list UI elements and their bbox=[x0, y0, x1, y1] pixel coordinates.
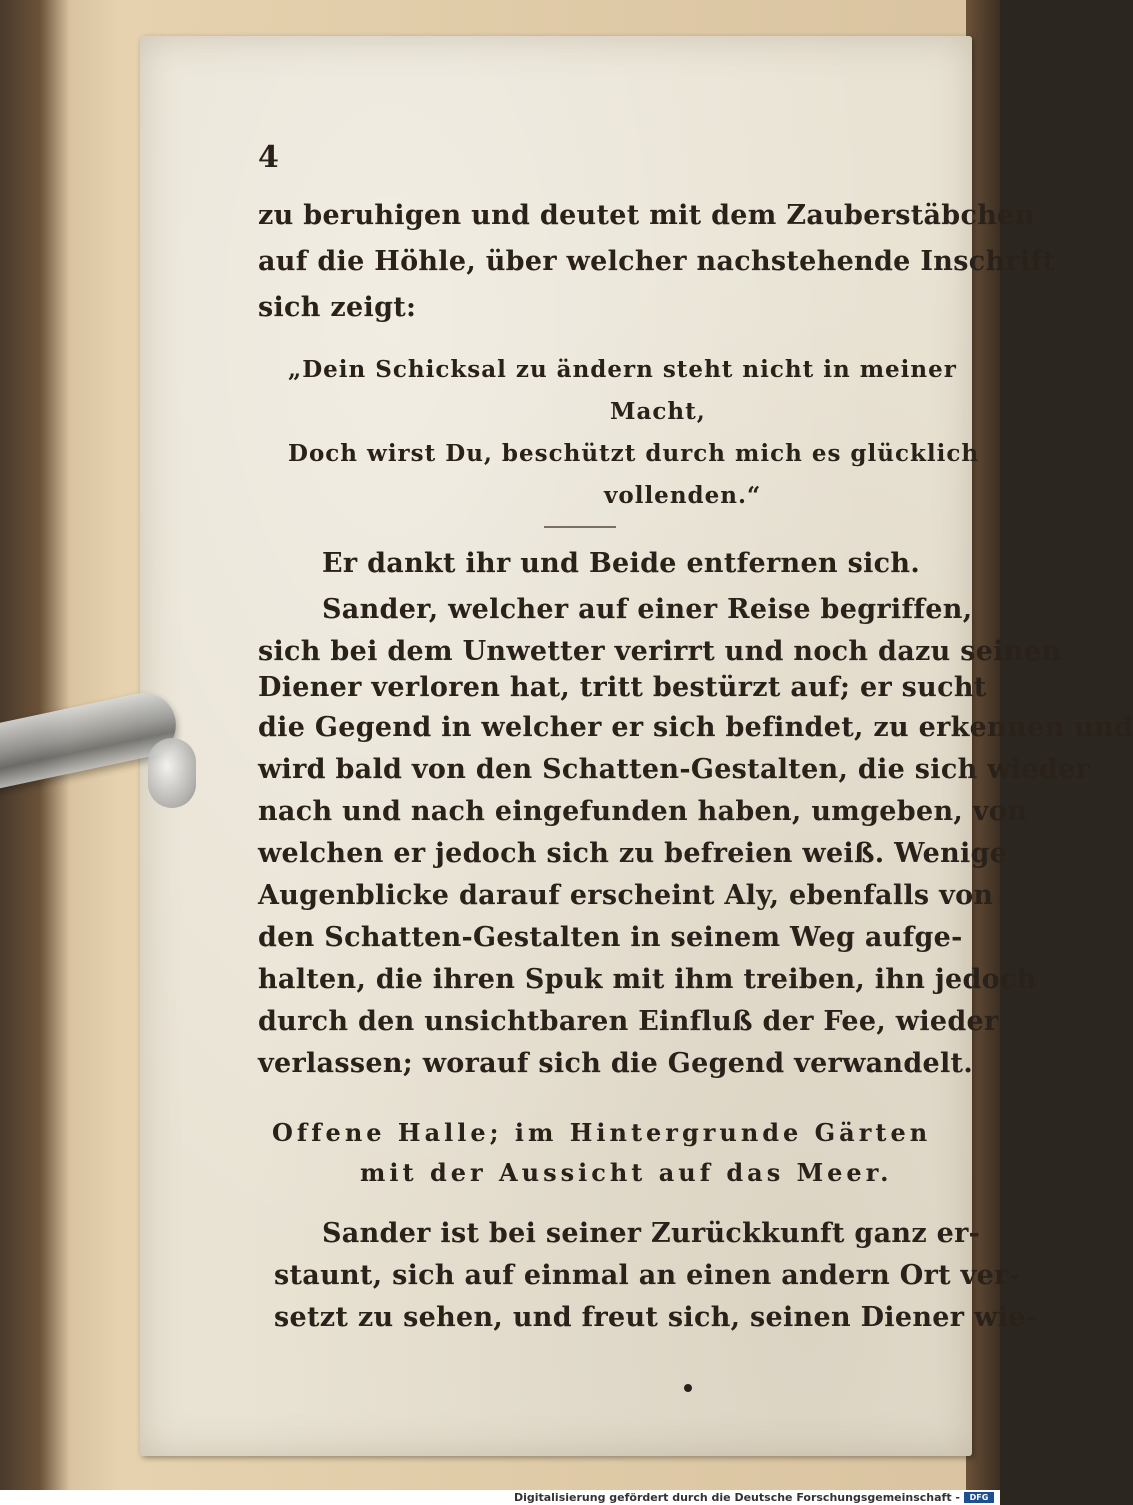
text-line: zu beruhigen und deutet mit dem Zauberstäbchen bbox=[258, 200, 1035, 231]
section-divider bbox=[544, 526, 616, 528]
body-line: verlassen; worauf sich die Gegend verwandelt. bbox=[258, 1048, 974, 1079]
ink-blot bbox=[684, 1384, 692, 1392]
body-line: sich bei dem Unwetter verirrt und noch dazu seinen bbox=[258, 636, 1062, 667]
verse-line: „Dein Schicksal zu ändern steht nicht in meiner bbox=[288, 356, 957, 383]
body-line: Sander, welcher auf einer Reise begriffen, bbox=[322, 594, 973, 625]
verse-line: Macht, bbox=[610, 398, 706, 425]
body-line: durch den unsichtbaren Einfluß der Fee, wieder bbox=[258, 1006, 999, 1037]
page-clip-tip bbox=[148, 738, 196, 808]
text-line: auf die Höhle, über welcher nachstehende Inschrift bbox=[258, 246, 1056, 277]
page-number: 4 bbox=[258, 140, 279, 175]
scene-heading: Offene Halle; im Hintergrunde Gärten bbox=[272, 1118, 932, 1147]
footer-bar bbox=[0, 1490, 1000, 1505]
body-line: halten, die ihren Spuk mit ihm treiben, ihn jedoch bbox=[258, 964, 1037, 995]
verse-line: Doch wirst Du, beschützt durch mich es glücklich bbox=[288, 440, 980, 467]
scene-heading: mit der Aussicht auf das Meer. bbox=[360, 1158, 893, 1187]
body-line: welchen er jedoch sich zu befreien weiß. Wenige bbox=[258, 838, 1008, 869]
text-line: sich zeigt: bbox=[258, 292, 417, 323]
body-line: den Schatten-Gestalten in seinem Weg aufge- bbox=[258, 922, 963, 953]
body-line: staunt, sich auf einmal an einen andern Ort ver- bbox=[274, 1260, 1021, 1291]
body-line: wird bald von den Schatten-Gestalten, die sich wieder bbox=[258, 754, 1090, 785]
body-line: nach und nach eingefunden haben, umgeben, von bbox=[258, 796, 1027, 827]
body-line: die Gegend in welcher er sich befindet, zu erkennen und bbox=[258, 712, 1133, 743]
funding-credit: Digitalisierung gefördert durch die Deutsche Forschungsgemeinschaft - bbox=[513, 1491, 960, 1504]
body-line: Er dankt ihr und Beide entfernen sich. bbox=[322, 548, 921, 579]
body-line: Augenblicke darauf erscheint Aly, ebenfalls von bbox=[258, 880, 994, 911]
dfg-logo: DFG bbox=[964, 1492, 994, 1503]
body-line: Sander ist bei seiner Zurückkunft ganz er- bbox=[322, 1218, 981, 1249]
body-line: setzt zu sehen, und freut sich, seinen Diener wie- bbox=[274, 1302, 1038, 1333]
body-line: Diener verloren hat, tritt bestürzt auf; er sucht bbox=[258, 672, 987, 703]
verse-line: vollenden.“ bbox=[604, 482, 762, 509]
